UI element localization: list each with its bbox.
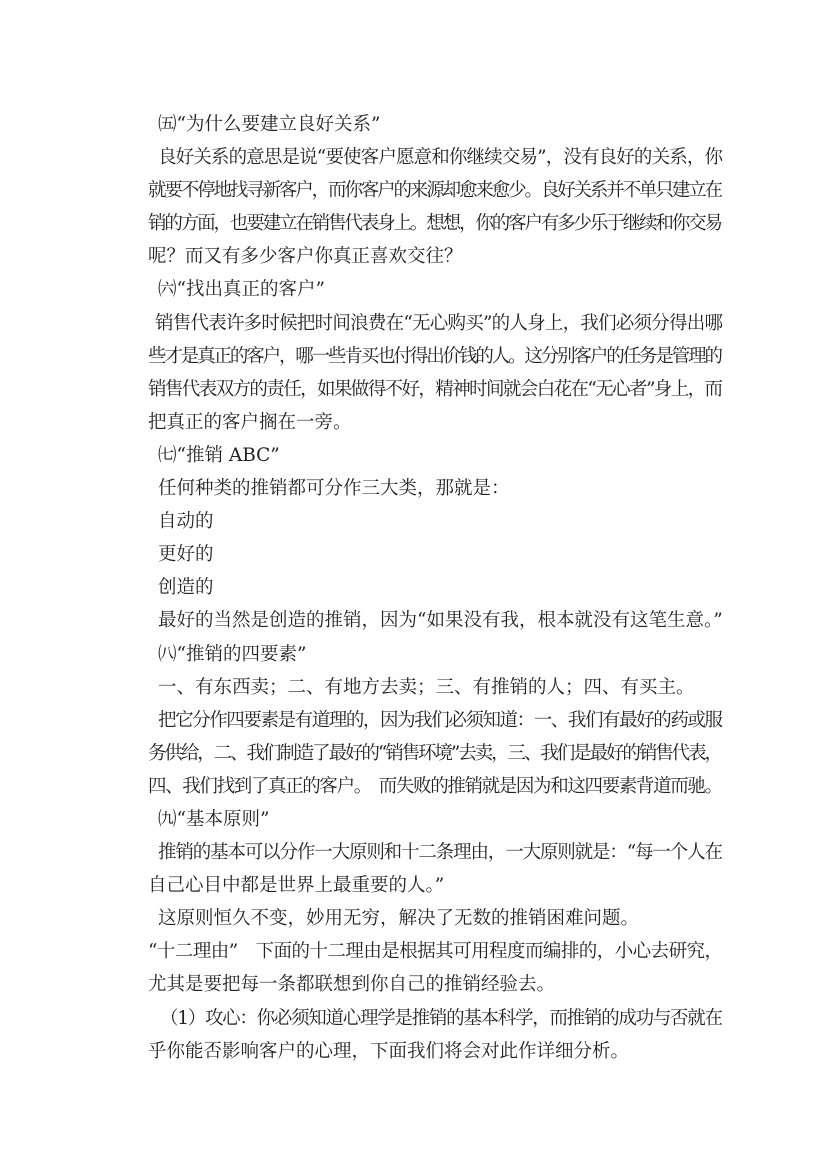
section-heading-7-text: ㈦“推销 ABC” xyxy=(158,444,280,466)
paragraph-line-text: 四、我们找到了真正的客户。 而失败的推销就是因为和这四要素背道而驰。 xyxy=(148,775,722,797)
paragraph-line xyxy=(158,472,723,505)
paragraph-line-text: 把它分作四要素是有道理的，因为我们必须知道：一、我们有最好的药或服 xyxy=(158,709,722,731)
paragraph-line xyxy=(148,1035,723,1068)
paragraph-line-text: “十二理由” 下面的十二理由是根据其可用程度而编排的，小心去研究， xyxy=(148,941,723,963)
paragraph-line xyxy=(148,340,723,373)
section-heading-5-text: ㈤“为什么要建立良好关系” xyxy=(158,114,381,135)
paragraph-line-text: 良好关系的意思是说“要使客户愿意和你继续交易”，没有良好的关系，你 xyxy=(158,147,723,169)
paragraph-line-text: 销售代表许多时候把时间浪费在“无心购买”的人身上，我们必须分得出哪 xyxy=(155,312,723,334)
paragraph-line-text: 销的方面，也要建立在销售代表身上。想想，你的客户有多少乐于继续和你交易 xyxy=(148,213,721,235)
paragraph-line-text: 尤其是要把每一条都联想到你自己的推销经验去。 xyxy=(148,974,556,996)
paragraph-line xyxy=(158,671,723,704)
paragraph-line-text: 这原则恒久不变，妙用无穷，解决了无数的推销困难问题。 xyxy=(158,908,640,930)
paragraph-line xyxy=(155,307,723,340)
section-heading-6 xyxy=(158,273,723,306)
list-item xyxy=(158,538,723,571)
paragraph-line-text: 最好的当然是创造的推销，因为“如果没有我，根本就没有这笔生意。” xyxy=(158,610,723,632)
paragraph-line xyxy=(148,174,723,207)
list-item-text: 创造的 xyxy=(158,577,214,599)
section-heading-7 xyxy=(158,439,723,472)
paragraph-line-text: 推销的基本可以分作一大原则和十二条理由，一大原则就是：“每一个人在 xyxy=(158,842,722,864)
list-item-text: 自动的 xyxy=(158,511,214,533)
list-item xyxy=(158,505,723,538)
paragraph-line xyxy=(160,1002,723,1035)
section-heading-9 xyxy=(158,803,723,836)
paragraph-line-text: 销售代表双方的责任，如果做得不好，精神时间就会白花在“无心者”身上，而 xyxy=(148,378,722,400)
document-body xyxy=(148,108,723,1068)
section-heading-9-text: ㈨“基本原则” xyxy=(158,808,270,830)
paragraph-line xyxy=(158,604,723,637)
paragraph-line xyxy=(148,737,723,770)
paragraph-line xyxy=(148,373,723,406)
paragraph-line-text: 乎你能否影响客户的心理，下面我们将会对此作详细分析。 xyxy=(148,1040,630,1062)
paragraph-line xyxy=(158,902,723,935)
paragraph-line-text: 就要不停地找寻新客户，而你客户的来源却愈来愈少。良好关系并不单只建立在 xyxy=(148,180,721,202)
paragraph-line xyxy=(148,207,723,240)
paragraph-line xyxy=(148,406,723,439)
paragraph-line xyxy=(148,869,723,902)
paragraph-line-text: 任何种类的推销都可分作三大类，那就是： xyxy=(158,478,510,500)
paragraph-line xyxy=(158,836,723,869)
paragraph-line-text: （1）攻心：你必须知道心理学是推销的基本科学，而推销的成功与否就在 xyxy=(160,1007,722,1029)
section-heading-8-text: ㈧“推销的四要素” xyxy=(158,643,307,665)
paragraph-line xyxy=(148,770,723,803)
paragraph-line-text: 呢？而又有多少客户你真正喜欢交往？ xyxy=(148,246,463,268)
paragraph-line-text: 些才是真正的客户，哪一些肯买也付得出价钱的人。这分别客户的任务是管理的 xyxy=(148,345,721,367)
section-heading-5 xyxy=(158,108,723,141)
paragraph-line-text: 把真正的客户搁在一旁。 xyxy=(148,411,352,433)
section-heading-8 xyxy=(158,638,723,671)
paragraph-line xyxy=(148,968,723,1001)
list-item-text: 更好的 xyxy=(158,544,214,566)
paragraph-line-text: 务供给，二、我们制造了最好的“销售环境”去卖，三、我们是最好的销售代表， xyxy=(148,742,721,764)
paragraph-line-text: 自己心目中都是世界上最重要的人。” xyxy=(148,875,445,897)
paragraph-line xyxy=(158,141,723,174)
paragraph-line xyxy=(148,935,723,968)
section-heading-6-text: ㈥“找出真正的客户” xyxy=(158,279,325,301)
paragraph-line xyxy=(158,704,723,737)
list-item xyxy=(158,571,723,604)
paragraph-line xyxy=(148,240,723,273)
paragraph-line-text: 一、有东西卖；二、有地方去卖；三、有推销的人；四、有买主。 xyxy=(158,676,695,698)
